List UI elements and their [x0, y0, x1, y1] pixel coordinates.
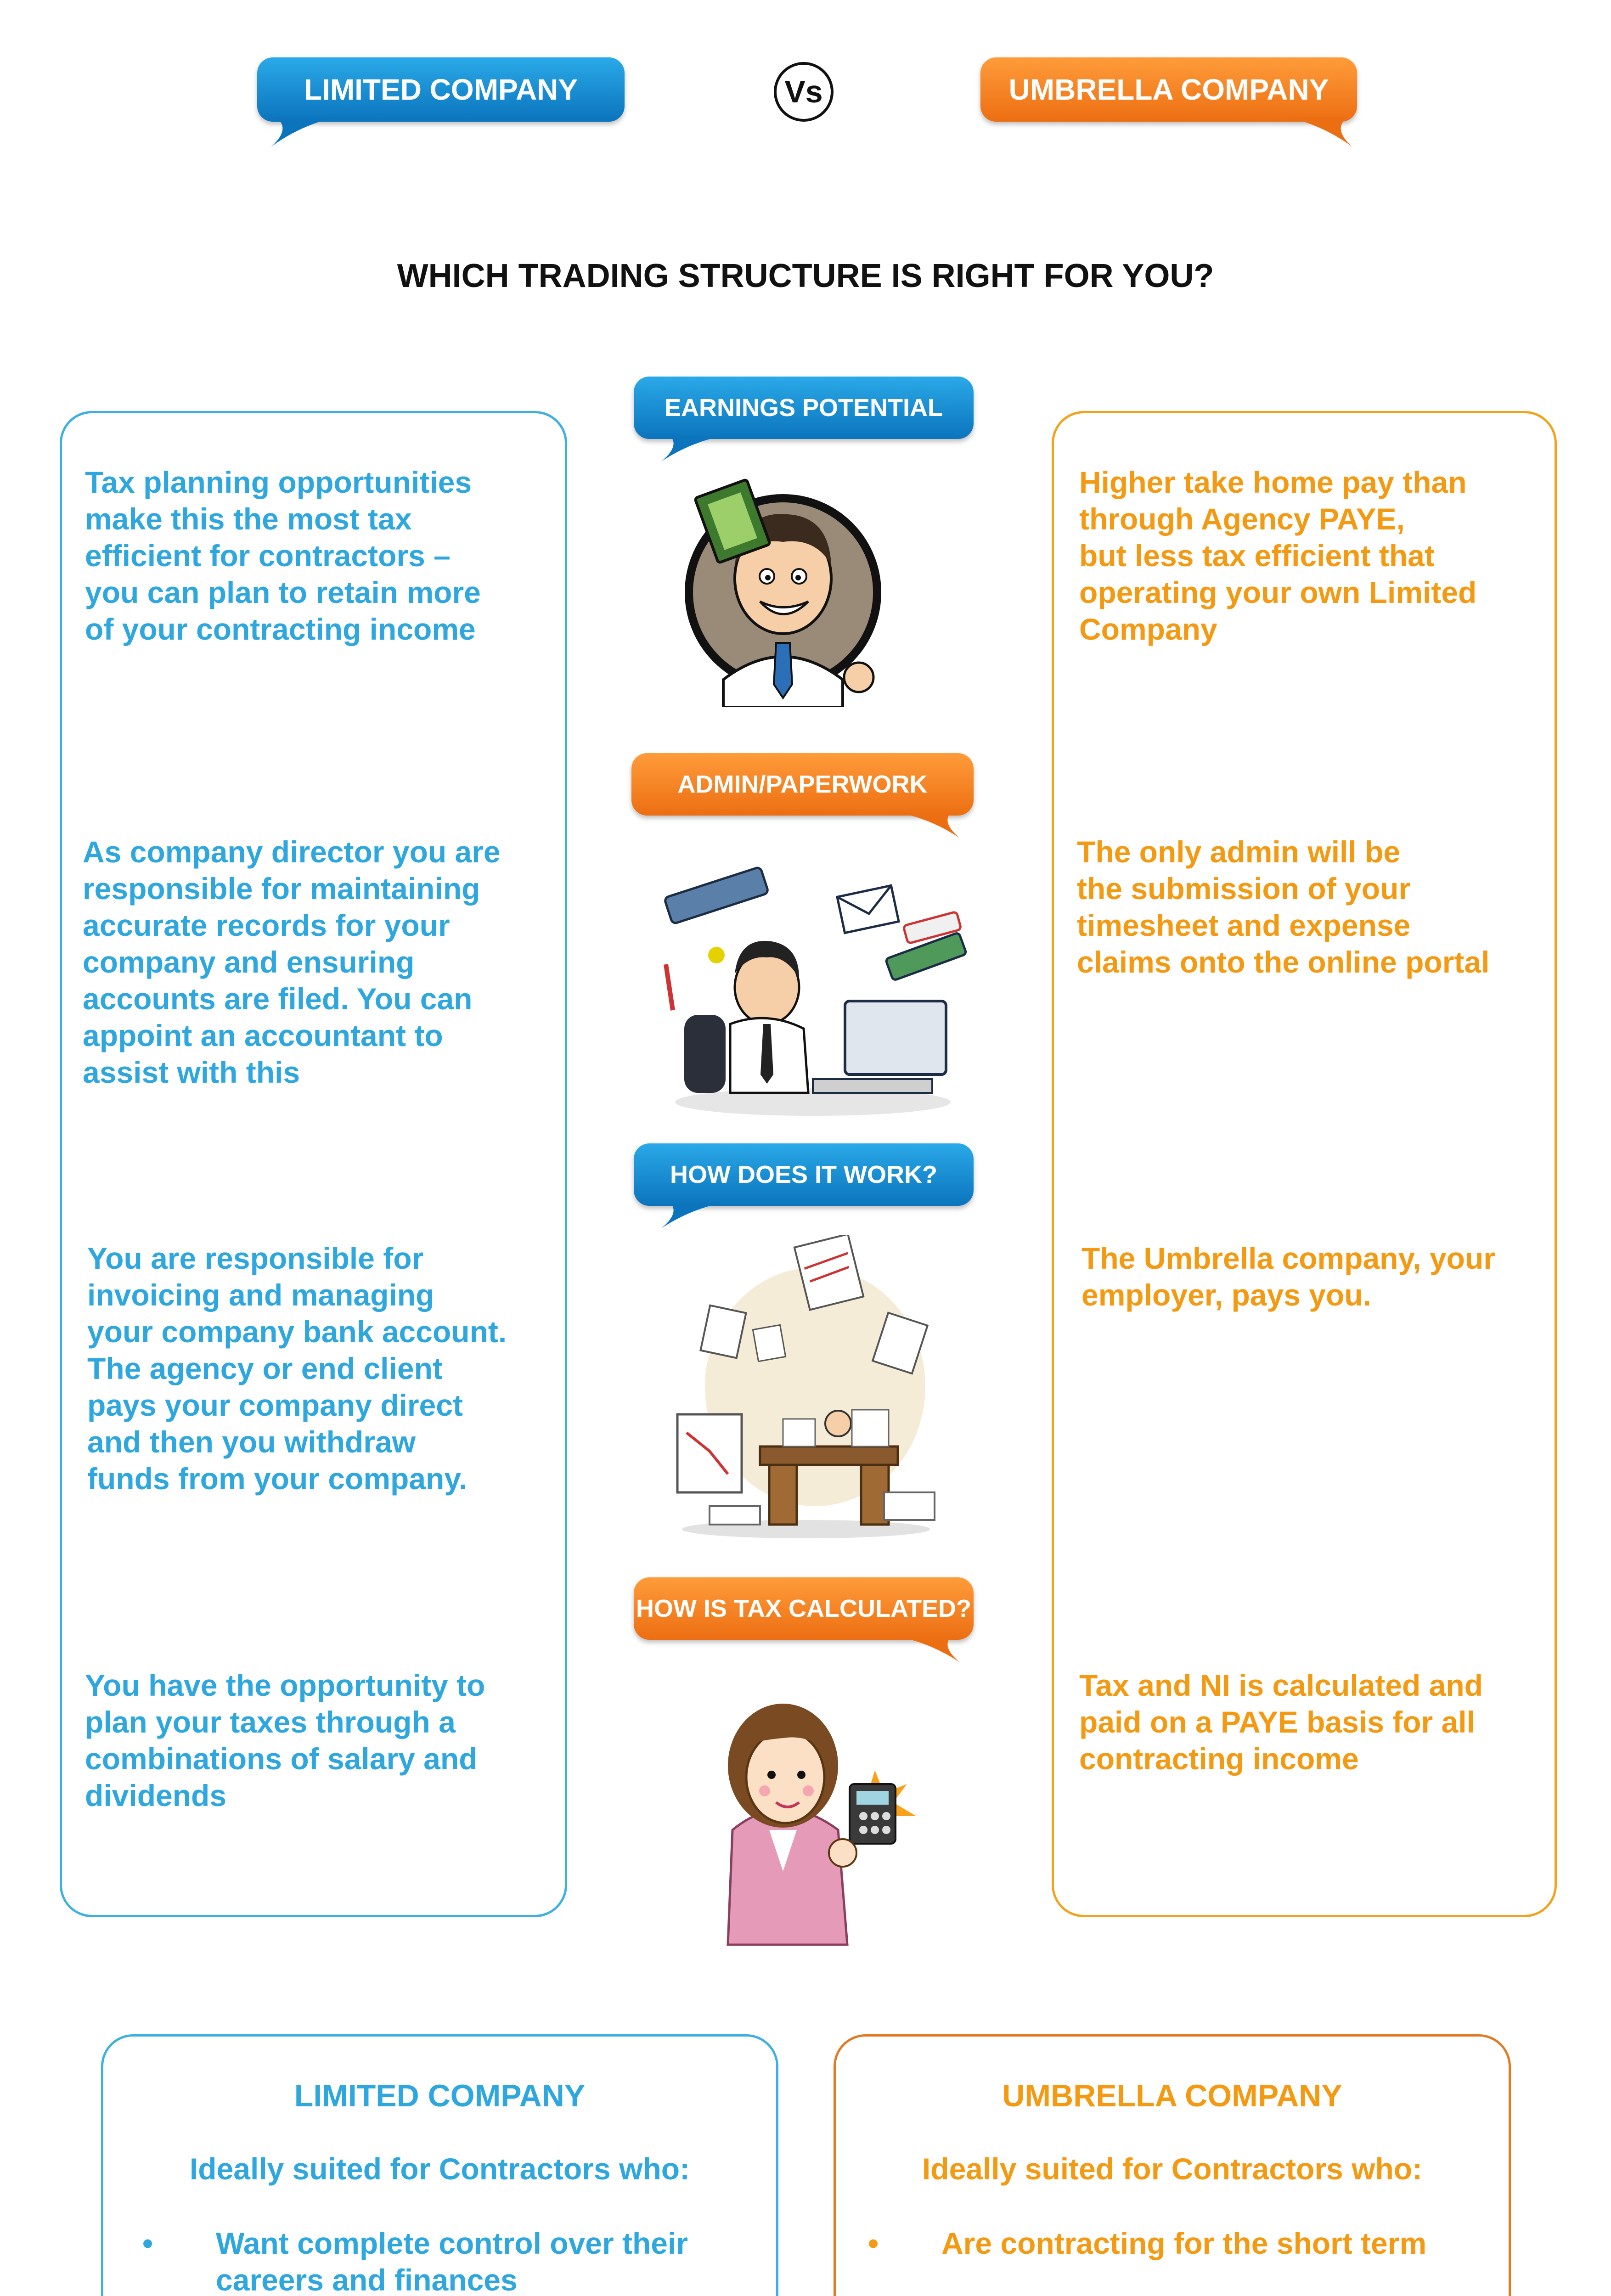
umbrella-suitability-title: UMBRELLA COMPANY	[1002, 2078, 1342, 2113]
admin-limited-text: As company director you are responsible for maintaining accurate records for your company and ensuring accounts are filed. You can appoint an accountant to assist with this	[83, 835, 501, 1089]
umbrella-company-badge-label: UMBRELLA COMPANY	[1008, 73, 1329, 106]
limited-company-badge-label: LIMITED COMPANY	[304, 73, 578, 106]
tax-umbrella-text: Tax and NI is calculated and paid on a PAYE basis for all contracting income	[1079, 1668, 1483, 1776]
how-is-tax-calculated-pill: HOW IS TAX CALCULATED?	[634, 1577, 974, 1640]
limited-suitability-title: LIMITED COMPANY	[294, 2078, 586, 2113]
admin-paperwork-pill: ADMIN/PAPERWORK	[631, 753, 974, 816]
how-umbrella-text: The Umbrella company, your employer, pays you.	[1082, 1241, 1495, 1312]
list-item: • Are contracting for the short term	[868, 2225, 1493, 2262]
earnings-pill-tail	[661, 436, 721, 464]
limited-badge-tail	[271, 117, 335, 149]
vs-label: Vs	[784, 74, 823, 109]
list-item: • Want complete control over their careers and finances	[142, 2225, 758, 2296]
umbrella-suitability-subtitle: Ideally suited for Contractors who:	[922, 2152, 1423, 2186]
umbrella-badge-tail	[1288, 117, 1352, 149]
how-pill-tail	[661, 1203, 721, 1231]
admin-umbrella-text: The only admin will be the submission of your timesheet and expense claims onto the online portal	[1077, 835, 1490, 979]
woman-calculator-illustration	[691, 1678, 930, 1949]
earnings-limited-text: Tax planning opportunities make this the most tax efficient for contractors – you can plan to retain more of your contracting income	[85, 465, 481, 646]
earnings-umbrella-text: Higher take home pay than through Agency PAYE, but less tax efficient that operating your own Limited Company	[1079, 465, 1477, 646]
paperwork-desk-illustration	[668, 1235, 944, 1538]
businessman-illustration	[677, 468, 893, 707]
vs-circle	[774, 62, 834, 122]
how-does-it-work-pill: HOW DOES IT WORK?	[634, 1143, 974, 1206]
tax-pill-tail	[900, 1637, 960, 1665]
umbrella-suitability-list	[868, 2225, 1493, 2296]
page-title: WHICH TRADING STRUCTURE IS RIGHT FOR YOU?	[397, 258, 1214, 294]
tax-limited-text: You have the opportunity to plan your taxes through a combinations of salary and dividends	[85, 1668, 485, 1812]
earnings-potential-pill: EARNINGS POTENTIAL	[634, 377, 974, 439]
limited-suitability-subtitle: Ideally suited for Contractors who:	[189, 2152, 690, 2186]
umbrella-company-badge	[980, 57, 1357, 122]
stressed-worker-illustration	[648, 863, 969, 1120]
how-limited-text: You are responsible for invoicing and managing your company bank account. The agency or end client pays your company direct and then you withdraw funds from your company.	[87, 1241, 507, 1496]
limited-suitability-list	[142, 2225, 758, 2296]
limited-company-badge	[257, 57, 625, 122]
admin-pill-tail	[900, 813, 960, 840]
